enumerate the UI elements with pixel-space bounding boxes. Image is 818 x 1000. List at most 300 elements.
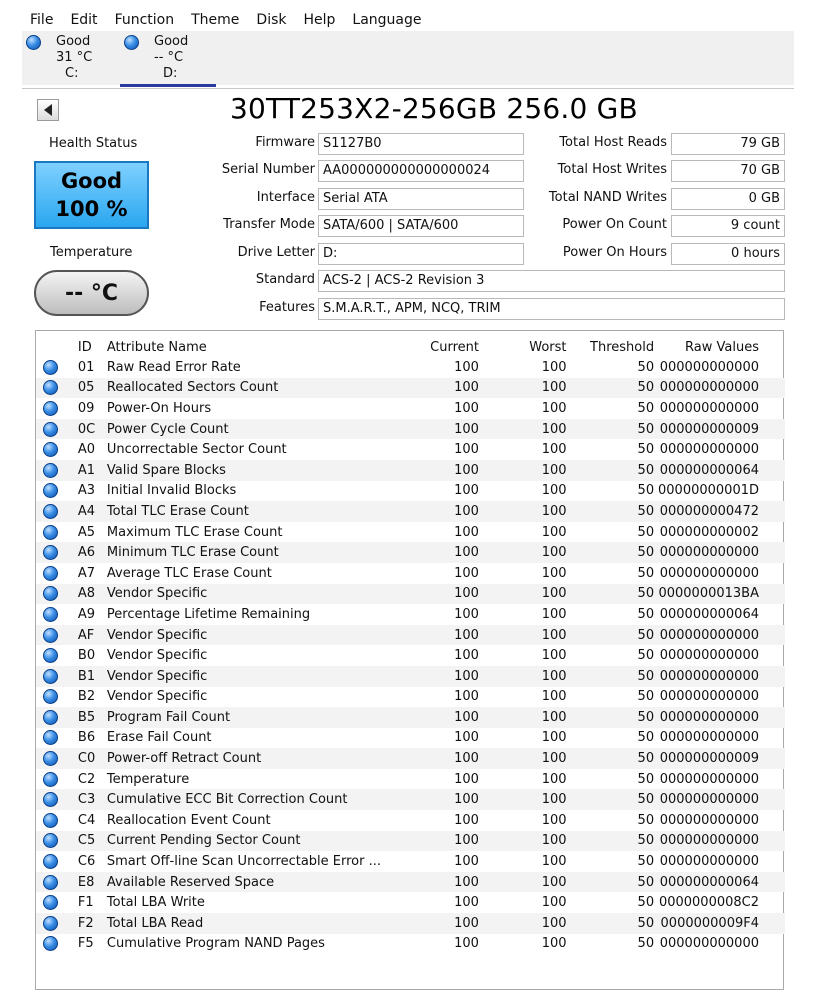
attribute-threshold: 50: [567, 460, 655, 481]
attribute-raw-value: 000000000000: [659, 442, 759, 458]
health-good-icon: [43, 854, 58, 869]
attribute-worst: 100: [479, 378, 567, 399]
table-row[interactable]: [36, 810, 785, 831]
attribute-worst: 100: [541, 812, 567, 828]
attribute-id: E8: [67, 872, 101, 893]
attribute-name: Current Pending Sector Count: [101, 831, 395, 852]
attribute-threshold: 50: [637, 565, 655, 581]
column-header-id[interactable]: ID: [77, 339, 92, 355]
attribute-name: Cumulative Program NAND Pages: [106, 936, 325, 952]
attribute-threshold: 50: [567, 419, 655, 440]
attribute-id: B2: [77, 689, 96, 705]
attribute-name: Temperature: [106, 771, 190, 787]
previous-disk-button[interactable]: [37, 99, 59, 121]
status-dot-cell: [36, 378, 67, 399]
attribute-name: Cumulative ECC Bit Correction Count: [101, 789, 395, 810]
attribute-raw-value: 0000000013BA: [654, 584, 785, 605]
total-nand-writes-label: Total NAND Writes: [548, 190, 667, 205]
temperature-label: Temperature: [50, 245, 133, 260]
status-dot-cell: [36, 707, 67, 728]
status-dot-cell: [36, 810, 67, 831]
attribute-current: 100: [395, 625, 479, 646]
attribute-name: Total LBA Write: [106, 895, 205, 911]
attribute-current: 100: [454, 359, 479, 375]
attribute-raw-value: 000000000009: [654, 748, 785, 769]
table-row[interactable]: [36, 378, 785, 399]
serial-number-label: Serial Number: [221, 162, 315, 177]
attribute-worst: 100: [479, 748, 567, 769]
attribute-threshold: 50: [567, 584, 655, 605]
attribute-threshold: 50: [567, 831, 655, 852]
table-row[interactable]: [36, 645, 785, 666]
attribute-current: 100: [395, 872, 479, 893]
attribute-worst: 100: [479, 872, 567, 893]
power-on-hours-label: Power On Hours: [562, 245, 667, 260]
menu-help[interactable]: Help: [303, 12, 336, 28]
attribute-current: 100: [395, 831, 479, 852]
menu-theme[interactable]: Theme: [191, 12, 240, 28]
health-good-icon: [43, 772, 58, 787]
attribute-worst: 100: [479, 707, 567, 728]
attribute-id: A9: [77, 606, 96, 622]
attribute-worst: 100: [541, 771, 567, 787]
status-dot-cell: [36, 666, 67, 687]
attribute-raw-value: 00000000001D: [658, 483, 759, 499]
attribute-name: Vendor Specific: [101, 584, 395, 605]
divider: [22, 88, 794, 89]
attribute-threshold: 50: [637, 771, 655, 787]
table-row[interactable]: [36, 851, 785, 872]
attribute-id: F2: [67, 913, 101, 934]
menu-file[interactable]: File: [30, 12, 54, 28]
attribute-name: Available Reserved Space: [101, 872, 395, 893]
status-dot-cell: [36, 625, 67, 646]
disk-tab-c[interactable]: [22, 31, 118, 85]
status-dot-cell: [36, 357, 67, 378]
disk-tab-d[interactable]: [120, 31, 216, 85]
health-good-icon: [124, 35, 139, 50]
power-on-hours-value: 0 hours: [671, 243, 785, 265]
attribute-id: B1: [67, 666, 101, 687]
attribute-threshold: 50: [567, 501, 655, 522]
attribute-raw-value: 000000000000: [654, 789, 785, 810]
attribute-current: 100: [395, 584, 479, 605]
table-row[interactable]: [36, 831, 785, 852]
attribute-name: Raw Read Error Rate: [106, 359, 241, 375]
attribute-worst: 100: [479, 584, 567, 605]
attribute-worst: 100: [541, 524, 567, 540]
attribute-threshold: 50: [637, 606, 655, 622]
attribute-current: 100: [395, 666, 479, 687]
table-row[interactable]: [36, 604, 785, 625]
table-row[interactable]: [36, 501, 785, 522]
health-good-icon: [43, 463, 58, 478]
attribute-raw-value: 000000000000: [654, 625, 785, 646]
attribute-worst: 100: [541, 936, 567, 952]
attribute-threshold: 50: [637, 400, 655, 416]
table-row[interactable]: [36, 728, 785, 749]
menu-language[interactable]: Language: [352, 12, 422, 28]
attribute-name: Power-On Hours: [106, 400, 212, 416]
power-on-count-label: Power On Count: [562, 217, 667, 232]
attribute-name: Total LBA Read: [101, 913, 395, 934]
status-dot-cell: [36, 460, 67, 481]
attribute-name: Vendor Specific: [106, 648, 208, 664]
attribute-id: C4: [77, 812, 96, 828]
interface-value: Serial ATA: [318, 188, 524, 210]
status-dot-cell: [36, 563, 67, 584]
attribute-raw-value: 000000000000: [659, 730, 759, 746]
attribute-id: F5: [77, 936, 94, 952]
health-good-icon: [43, 628, 58, 643]
attribute-id: C5: [67, 831, 101, 852]
attribute-id: A4: [67, 501, 101, 522]
attribute-threshold: 50: [637, 648, 655, 664]
drive-letter-value: D:: [318, 243, 524, 265]
attribute-threshold: 50: [637, 812, 655, 828]
attribute-threshold: 50: [567, 913, 655, 934]
attribute-id: A3: [77, 483, 96, 499]
attribute-id: A8: [67, 584, 101, 605]
status-dot-cell: [36, 892, 67, 913]
attribute-worst: 100: [541, 648, 567, 664]
attribute-worst: 100: [541, 854, 567, 870]
table-row[interactable]: [36, 481, 785, 502]
table-row[interactable]: [36, 584, 785, 605]
attribute-worst: 100: [541, 565, 567, 581]
status-dot-cell: [36, 584, 67, 605]
health-good-icon: [43, 566, 58, 581]
standard-value: ACS-2 | ACS-2 Revision 3: [318, 270, 785, 292]
attribute-threshold: 50: [637, 730, 655, 746]
attribute-threshold: 50: [567, 872, 655, 893]
attribute-threshold: 50: [637, 895, 655, 911]
health-good-icon: [43, 401, 58, 416]
attribute-current: 100: [395, 913, 479, 934]
disk-status: Good: [154, 34, 189, 49]
temperature-button[interactable]: [34, 270, 149, 316]
table-row[interactable]: [36, 563, 785, 584]
attribute-current: 100: [454, 442, 479, 458]
attribute-current: 100: [454, 524, 479, 540]
attribute-name: Reallocated Sectors Count: [101, 378, 395, 399]
power-on-count-value: 9 count: [671, 215, 785, 237]
attribute-id: A5: [77, 524, 96, 540]
attribute-worst: 100: [541, 483, 567, 499]
attribute-current: 100: [454, 483, 479, 499]
attribute-worst: 100: [479, 625, 567, 646]
table-row[interactable]: [36, 769, 785, 790]
attribute-id: 09: [77, 400, 95, 416]
status-dot-cell: [36, 398, 67, 419]
table-row[interactable]: [36, 398, 785, 419]
attribute-threshold: 50: [637, 442, 655, 458]
column-header-current[interactable]: Current: [430, 339, 479, 355]
attribute-worst: 100: [541, 689, 567, 705]
attribute-threshold: 50: [637, 483, 655, 499]
attribute-current: 100: [454, 730, 479, 746]
health-good-icon: [43, 442, 58, 457]
smart-attributes-table[interactable]: [35, 330, 784, 990]
attribute-raw-value: 000000000000: [654, 666, 785, 687]
attribute-worst: 100: [479, 666, 567, 687]
attribute-id: C2: [77, 771, 96, 787]
attribute-raw-value: 0000000009F4: [654, 913, 785, 934]
health-good-icon: [43, 689, 58, 704]
health-good-icon: [43, 669, 58, 684]
attribute-raw-value: 000000000002: [659, 524, 759, 540]
attribute-name: Erase Fail Count: [106, 730, 212, 746]
firmware-value: S1127B0: [318, 133, 524, 155]
firmware-label: Firmware: [255, 135, 315, 150]
attribute-name: Average TLC Erase Count: [106, 565, 272, 581]
attribute-name: Program Fail Count: [101, 707, 395, 728]
serial-number-value: AA000000000000000024: [318, 160, 524, 182]
table-row[interactable]: [36, 542, 785, 563]
health-good-icon: [43, 422, 58, 437]
attribute-name: Maximum TLC Erase Count: [106, 524, 283, 540]
health-good-icon: [43, 586, 58, 601]
attribute-raw-value: 000000000472: [654, 501, 785, 522]
attribute-id: A6: [67, 542, 101, 563]
attribute-name: Smart Off-line Scan Uncorrectable Error ...: [106, 854, 382, 870]
attribute-id: B6: [77, 730, 96, 746]
status-dot-cell: [36, 913, 67, 934]
table-row[interactable]: [36, 913, 785, 934]
attribute-raw-value: 000000000000: [659, 648, 759, 664]
table-row[interactable]: [36, 522, 785, 543]
health-good-icon: [43, 875, 58, 890]
status-dot-cell: [36, 481, 67, 502]
attribute-current: 100: [395, 419, 479, 440]
table-row[interactable]: [36, 789, 785, 810]
attribute-threshold: 50: [567, 748, 655, 769]
attribute-name: Power-off Retract Count: [101, 748, 395, 769]
status-dot-cell: [36, 769, 67, 790]
health-good-icon: [43, 360, 58, 375]
health-good-icon: [43, 751, 58, 766]
attribute-name: Initial Invalid Blocks: [106, 483, 237, 499]
health-good-icon: [43, 607, 58, 622]
attribute-current: 100: [454, 689, 479, 705]
attribute-threshold: 50: [567, 625, 655, 646]
attribute-raw-value: 000000000009: [654, 419, 785, 440]
attribute-id: C3: [67, 789, 101, 810]
attribute-worst: 100: [479, 913, 567, 934]
attribute-id: C6: [77, 854, 96, 870]
attribute-worst: 100: [541, 442, 567, 458]
health-good-icon: [43, 895, 58, 910]
attribute-current: 100: [454, 606, 479, 622]
attribute-id: C0: [67, 748, 101, 769]
features-value: S.M.A.R.T., APM, NCQ, TRIM: [318, 298, 785, 320]
attribute-threshold: 50: [637, 524, 655, 540]
temperature-value: -- °C: [64, 280, 119, 306]
table-row[interactable]: [36, 707, 785, 728]
drive-letter-label: Drive Letter: [237, 245, 315, 260]
interface-label: Interface: [256, 190, 315, 205]
attribute-worst: 100: [541, 730, 567, 746]
table-row[interactable]: [36, 419, 785, 440]
health-status-text: Good: [60, 169, 123, 193]
attribute-threshold: 50: [637, 854, 655, 870]
attribute-threshold: 50: [567, 378, 655, 399]
attribute-current: 100: [395, 748, 479, 769]
attribute-id: 0C: [67, 419, 101, 440]
attribute-current: 100: [395, 378, 479, 399]
attribute-raw-value: 000000000000: [654, 707, 785, 728]
attribute-worst: 100: [479, 460, 567, 481]
transfer-mode-value: SATA/600 | SATA/600: [318, 215, 524, 237]
health-good-icon: [43, 936, 58, 951]
attribute-threshold: 50: [567, 789, 655, 810]
attribute-name: Valid Spare Blocks: [101, 460, 395, 481]
disk-letter: C:: [65, 66, 79, 81]
total-host-writes-value: 70 GB: [671, 160, 785, 182]
attribute-raw-value: 000000000000: [659, 689, 759, 705]
attribute-threshold: 50: [567, 542, 655, 563]
attribute-id: B5: [67, 707, 101, 728]
health-status-button[interactable]: [34, 161, 149, 229]
attribute-id: 01: [77, 359, 95, 375]
health-good-icon: [43, 730, 58, 745]
attribute-name: Reallocation Event Count: [106, 812, 271, 828]
health-good-icon: [43, 380, 58, 395]
attribute-current: 100: [454, 812, 479, 828]
attribute-id: A0: [77, 442, 96, 458]
disk-temperature: 31 °C: [56, 50, 93, 65]
attribute-raw-value: 000000000000: [659, 771, 759, 787]
attribute-current: 100: [395, 501, 479, 522]
status-dot-cell: [36, 604, 67, 625]
attribute-raw-value: 000000000000: [659, 936, 759, 952]
attribute-worst: 100: [479, 831, 567, 852]
attribute-name: Total TLC Erase Count: [101, 501, 395, 522]
attribute-raw-value: 000000000000: [654, 831, 785, 852]
status-dot-cell: [36, 851, 67, 872]
attribute-raw-value: 000000000000: [654, 542, 785, 563]
attribute-raw-value: 000000000000: [659, 400, 759, 416]
attribute-current: 100: [395, 460, 479, 481]
health-good-icon: [43, 525, 58, 540]
status-dot-cell: [36, 645, 67, 666]
total-nand-writes-value: 0 GB: [671, 188, 785, 210]
attribute-name: Vendor Specific: [101, 666, 395, 687]
table-row[interactable]: [36, 625, 785, 646]
attribute-name: Percentage Lifetime Remaining: [106, 606, 311, 622]
table-row[interactable]: [36, 357, 785, 378]
health-good-icon: [43, 504, 58, 519]
table-header-row: [36, 337, 785, 357]
table-row[interactable]: [36, 892, 785, 913]
health-status-label: Health Status: [49, 136, 138, 151]
column-header-threshold[interactable]: Threshold: [590, 339, 655, 355]
disk-status: Good: [56, 34, 91, 49]
disk-temperature: -- °C: [154, 50, 184, 65]
status-dot-cell: [36, 728, 67, 749]
attribute-worst: 100: [479, 542, 567, 563]
column-header-status: [36, 337, 67, 357]
table-row[interactable]: [36, 666, 785, 687]
menu-function[interactable]: Function: [114, 12, 175, 28]
attribute-current: 100: [454, 771, 479, 787]
status-dot-cell: [36, 542, 67, 563]
total-host-reads-value: 79 GB: [671, 133, 785, 155]
status-dot-cell: [36, 789, 67, 810]
attribute-threshold: 50: [637, 689, 655, 705]
menu-disk[interactable]: Disk: [256, 12, 287, 28]
attribute-raw-value: 000000000064: [654, 872, 785, 893]
status-dot-cell: [36, 872, 67, 893]
column-header-attribute-name[interactable]: Attribute Name: [106, 339, 207, 355]
attribute-worst: 100: [541, 400, 567, 416]
total-host-writes-label: Total Host Writes: [557, 162, 667, 177]
attribute-id: F1: [77, 895, 94, 911]
attribute-worst: 100: [479, 419, 567, 440]
status-dot-cell: [36, 522, 67, 543]
attribute-name: Minimum TLC Erase Count: [101, 542, 395, 563]
attribute-current: 100: [454, 895, 479, 911]
health-good-icon: [26, 35, 41, 50]
attribute-raw-value: 000000000000: [659, 359, 759, 375]
total-host-reads-label: Total Host Reads: [559, 135, 667, 150]
status-dot-cell: [36, 748, 67, 769]
attribute-name: Vendor Specific: [106, 689, 208, 705]
health-good-icon: [43, 648, 58, 663]
column-header-worst[interactable]: Worst: [529, 339, 567, 355]
attribute-current: 100: [454, 648, 479, 664]
attribute-current: 100: [454, 854, 479, 870]
health-percent: 100 %: [55, 197, 128, 221]
attribute-id: AF: [67, 625, 101, 646]
table-row[interactable]: [36, 460, 785, 481]
attribute-raw-value: 000000000000: [659, 812, 759, 828]
health-good-icon: [43, 710, 58, 725]
table-row[interactable]: [36, 439, 785, 460]
attribute-threshold: 50: [637, 936, 655, 952]
attribute-raw-value: 000000000000: [659, 565, 759, 581]
attribute-name: Vendor Specific: [101, 625, 395, 646]
attribute-raw-value: 000000000000: [654, 378, 785, 399]
health-good-icon: [43, 792, 58, 807]
attribute-current: 100: [454, 936, 479, 952]
table-row[interactable]: [36, 748, 785, 769]
menu-edit[interactable]: Edit: [70, 12, 98, 28]
menu-bar: [0, 8, 818, 32]
table-row[interactable]: [36, 687, 785, 708]
attribute-worst: 100: [541, 359, 567, 375]
health-good-icon: [43, 483, 58, 498]
health-good-icon: [43, 916, 58, 931]
disk-selector-bar: [22, 31, 794, 85]
attribute-current: 100: [395, 542, 479, 563]
attribute-id: A7: [77, 565, 96, 581]
attribute-id: B0: [77, 648, 96, 664]
table-row[interactable]: [36, 934, 785, 955]
status-dot-cell: [36, 501, 67, 522]
column-header-raw-values[interactable]: Raw Values: [685, 339, 759, 355]
attribute-current: 100: [454, 400, 479, 416]
status-dot-cell: [36, 831, 67, 852]
health-good-icon: [43, 545, 58, 560]
attribute-worst: 100: [479, 789, 567, 810]
attribute-current: 100: [395, 789, 479, 810]
attribute-raw-value: 000000000064: [659, 606, 759, 622]
transfer-mode-label: Transfer Mode: [223, 217, 315, 232]
standard-label: Standard: [255, 272, 315, 287]
disk-letter: D:: [163, 66, 178, 81]
table-row[interactable]: [36, 872, 785, 893]
